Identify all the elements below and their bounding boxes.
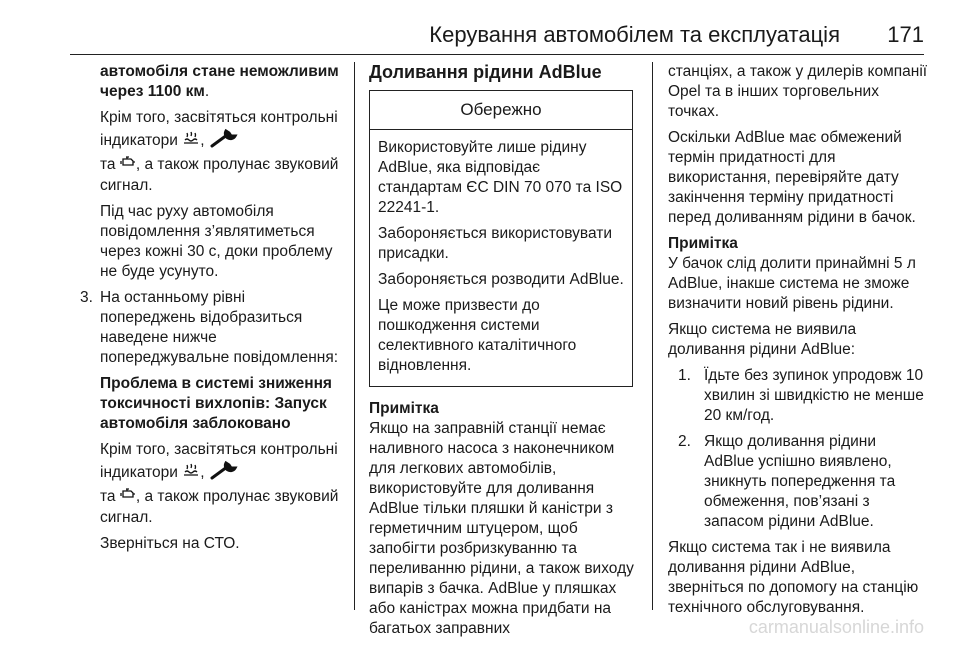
wrench-icon	[209, 460, 239, 486]
paragraph: автомобіля стане неможливим через 1100 км.	[100, 63, 339, 100]
engine-warning-icon	[120, 486, 136, 508]
column-right	[668, 62, 930, 624]
warning-message: Проблема в системі зниження токсичності вихлопів: Запуск автомобіля заблоковано	[100, 375, 332, 432]
column-left	[70, 62, 342, 560]
header-divider	[70, 54, 924, 55]
bold-text: автомобіля стане неможливим через 1100 км	[100, 63, 339, 100]
list-number: 1.	[678, 367, 691, 384]
paragraph: Зверніться на СТО.	[100, 535, 240, 552]
paragraph: Під час руху автомобіля повідомлення з’являтиметься через кожні 30 с, доки проблему не буде усунуто.	[100, 203, 333, 280]
list-text: Їдьте без зупинок упродовж 10 хвилин зі швидкістю не менше 20 км/год.	[704, 367, 924, 424]
paragraph: Крім того, засвітяться контрольні індикатори , та , а також пролунає звуковий сигнал.	[100, 109, 339, 194]
note-label: Примітка	[668, 235, 738, 252]
page-header	[0, 0, 960, 56]
caution-title: Обережно	[370, 91, 632, 130]
column-divider	[354, 62, 355, 610]
paragraph: станціях, а також у дилерів компанії Opel та в інших торговельних точках.	[668, 63, 928, 120]
engine-warning-icon	[120, 154, 136, 176]
note-label: Примітка	[369, 400, 439, 417]
caution-body	[370, 130, 632, 386]
watermark: carmanualsonline.info	[748, 617, 924, 637]
paragraph: Якщо система не виявила доливання рідини AdBlue:	[668, 321, 857, 358]
exhaust-warning-icon	[182, 129, 200, 153]
list-item	[678, 432, 930, 532]
list-text: Якщо доливання рідини AdBlue успішно виявлено, зникнуть попередження та обмеження, пов’язані з запасом рідини AdBlue.	[704, 433, 896, 530]
caution-box	[369, 90, 633, 387]
list-number: 2.	[678, 433, 691, 450]
paragraph: Крім того, засвітяться контрольні індикатори , та , а також пролунає звуковий сигнал.	[100, 441, 339, 526]
paragraph: Забороняється розводити AdBlue.	[378, 271, 624, 288]
page-title: Керування автомобілем та експлуатація	[429, 22, 840, 47]
column-middle	[369, 62, 637, 645]
paragraph: Оскільки AdBlue має обмежений термін придатності для використання, перевіряйте дату закінчення терміну придатності перед доливанням рідини в бачок.	[668, 129, 916, 226]
paragraph: Це може призвести до пошкодження системи селективного каталітичного відновлення.	[378, 297, 577, 374]
list-item	[678, 366, 930, 426]
section-heading: Доливання рідини AdBlue	[369, 62, 602, 82]
note-text: Якщо на заправній станції немає наливного насоса з наконечником для легкових автомобілів, використовуйте для доливання AdBlue тільки пляшки й каністри з герметичним штуцером, щоб запобігти розбризкуванню та переливанню рідини, а також виходу випарів з бачка. AdBlue у пляшках або каністрах можна придбати на багатьох заправних	[369, 420, 634, 637]
paragraph: Використовуйте лише рідину AdBlue, яка відповідає стандартам ЄС DIN 70 070 та ISO 22241-1.	[378, 139, 623, 216]
list-item	[70, 288, 342, 368]
note-text: У бачок слід долити принаймні 5 л AdBlue, інакше система не зможе визначити новий рівень рідини.	[668, 255, 916, 312]
list-number: 3.	[80, 289, 93, 306]
paragraph: Якщо система так і не виявила доливання рідини AdBlue, зверніться по допомогу на станцію технічного обслуговування.	[668, 539, 919, 616]
wrench-icon	[209, 128, 239, 154]
page-number: 171	[887, 22, 924, 47]
paragraph: Забороняється використовувати присадки.	[378, 225, 612, 262]
exhaust-warning-icon	[182, 461, 200, 485]
column-divider	[652, 62, 653, 610]
list-text: На останньому рівні попереджень відобразиться наведене нижче попереджувальне повідомлення:	[100, 289, 339, 366]
